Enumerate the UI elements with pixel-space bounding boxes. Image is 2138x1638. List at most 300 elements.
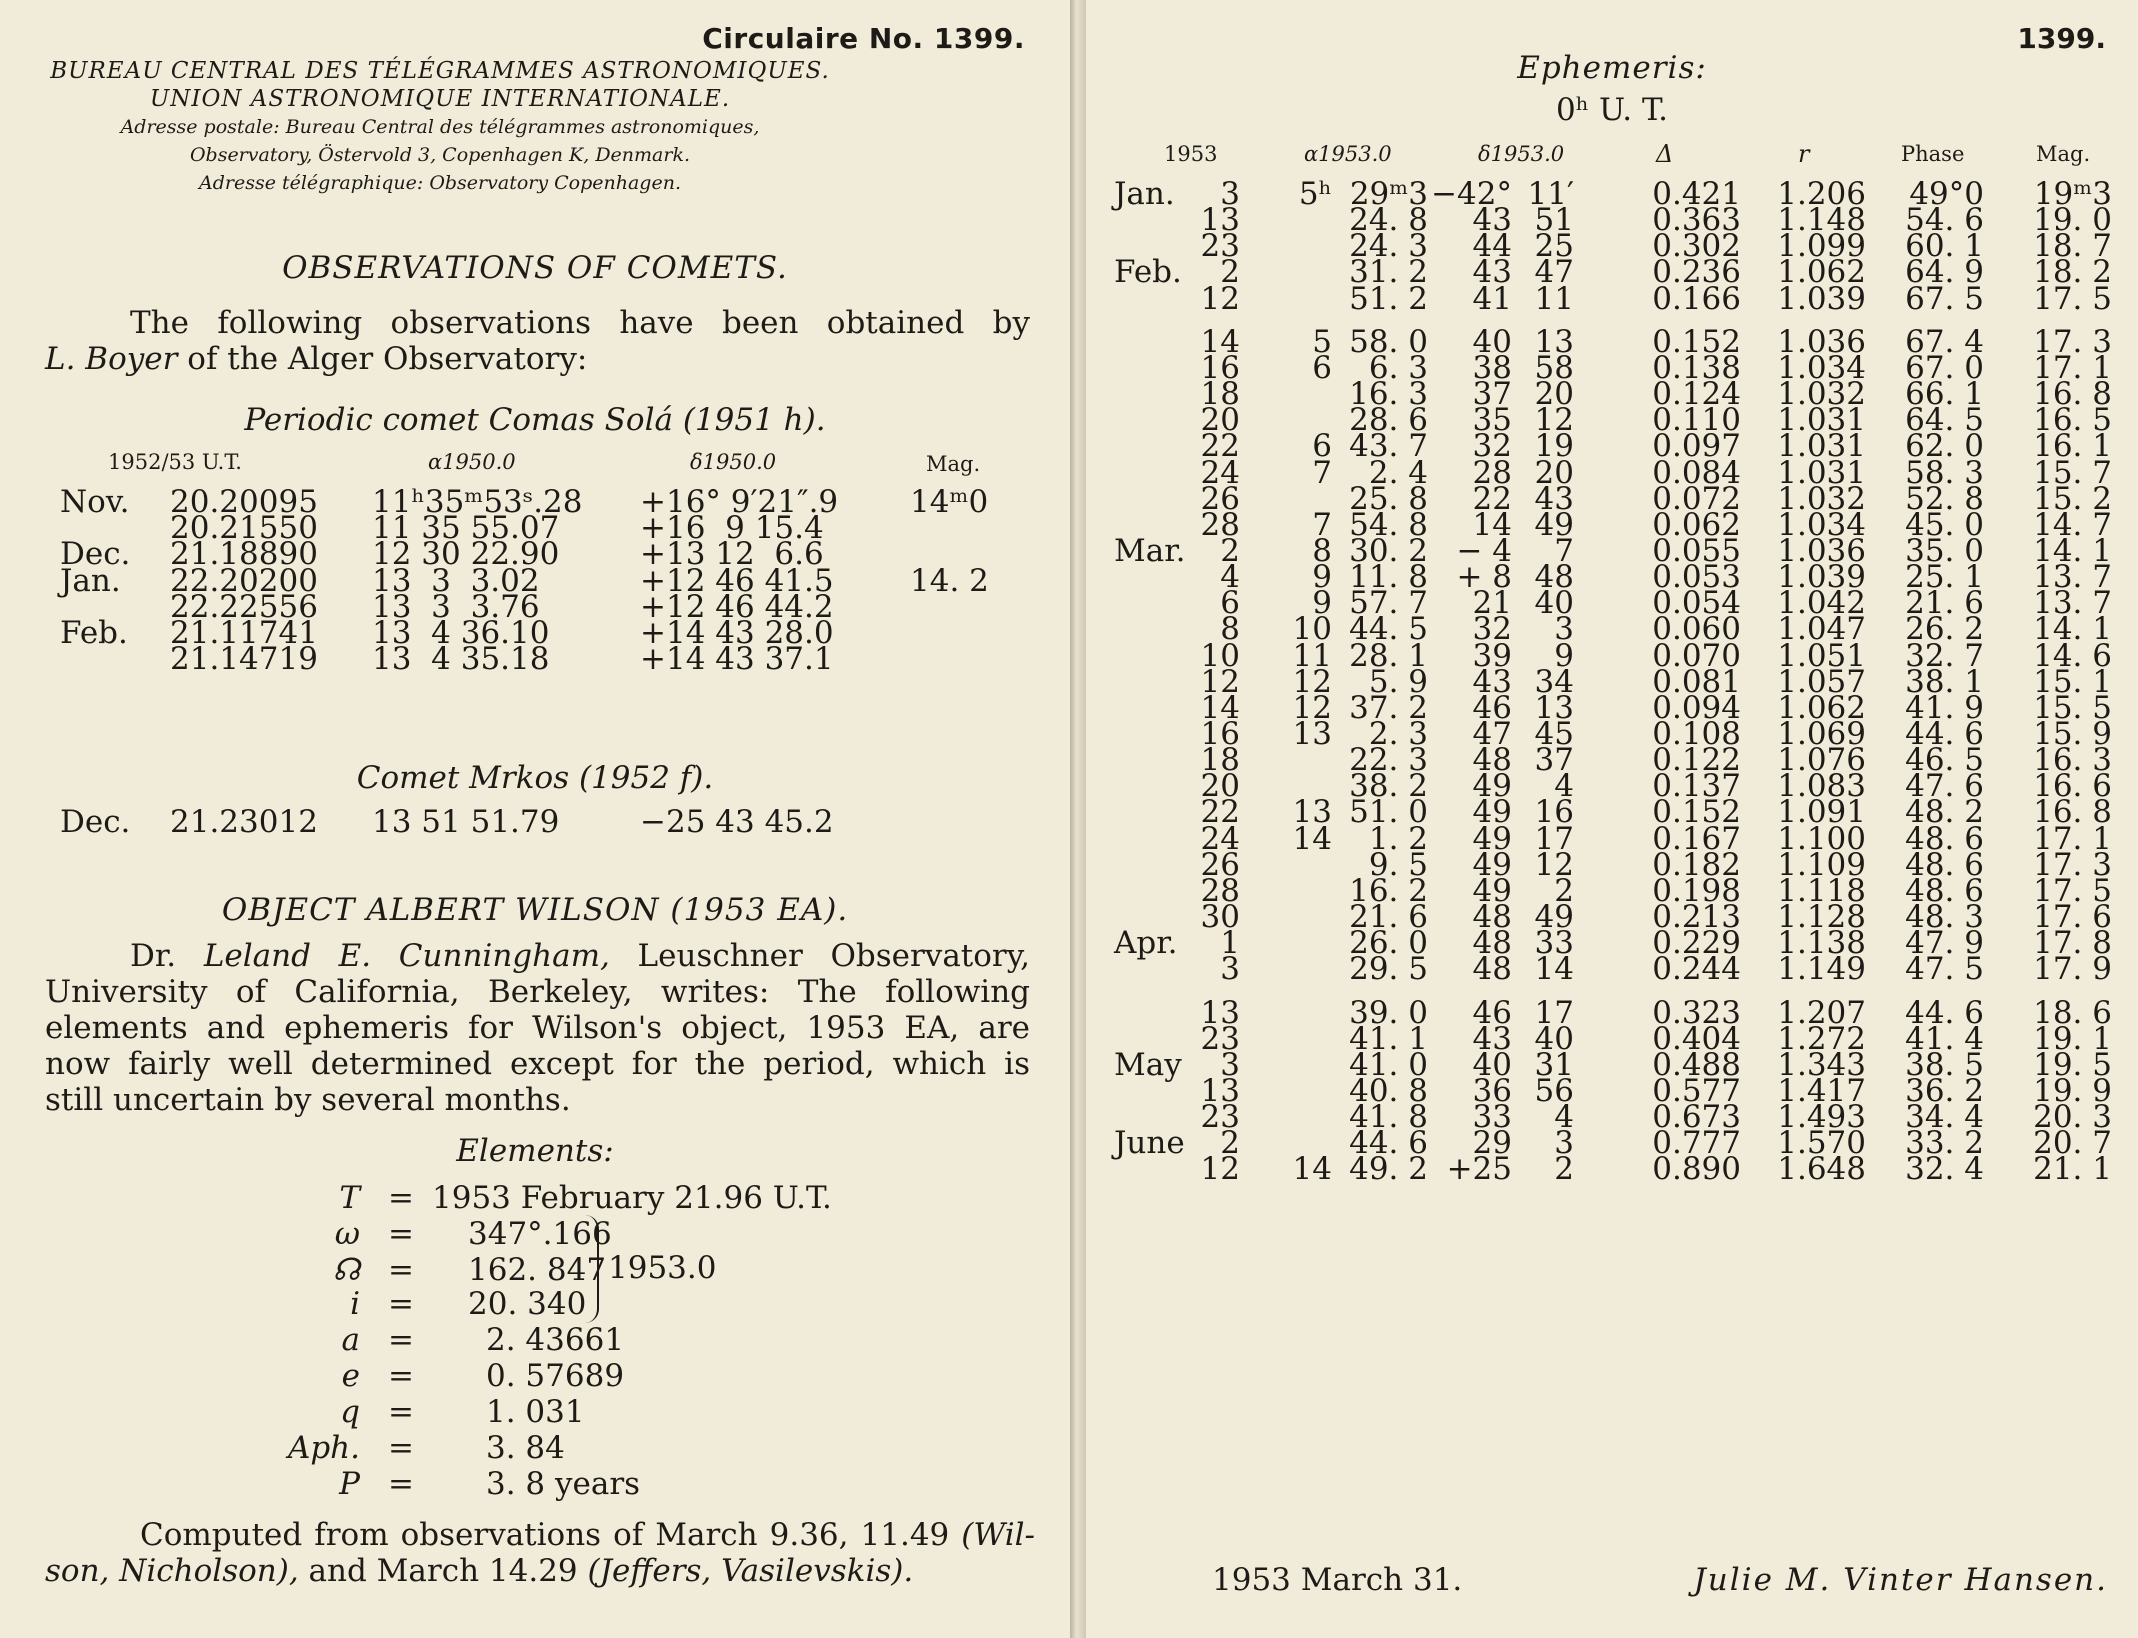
element-row <box>0 1322 1070 1358</box>
eph-day: 16 <box>1200 349 1240 386</box>
eph-day: 3 <box>1220 176 1240 212</box>
eph-phase: 66. 1 <box>1905 376 1984 413</box>
eph-phase: 44. 6 <box>1905 716 1984 752</box>
eph-phase: 48. 6 <box>1905 872 1984 909</box>
eph-dec-minutes: 7 <box>1554 532 1574 569</box>
address-line-1: Adresse postale: Bureau Central des télégrammes astronomiques, <box>120 116 760 138</box>
obs-header-dec: δ1950.0 <box>690 450 777 474</box>
eph-dec-minutes: 17 <box>1534 994 1574 1031</box>
eph-phase: 60. 1 <box>1905 228 1984 265</box>
eph-day: 23 <box>1200 1020 1240 1057</box>
eph-dec-degrees: 43 <box>1472 663 1512 700</box>
obs-ra: 11 35 55.07 <box>372 510 560 547</box>
eph-dec-minutes: 17 <box>1534 820 1574 857</box>
eph-r: 1.343 <box>1777 1046 1866 1083</box>
obs-ra: 13 3 3.02 <box>372 562 540 599</box>
eph-dec-degrees: 44 <box>1472 228 1512 265</box>
obs-ra: 11ʰ35ᵐ53ˢ.28 <box>372 484 583 520</box>
obs-day: 22.22556 <box>170 588 318 625</box>
eph-mag: 18. 7 <box>2033 228 2112 265</box>
element-symbol: P <box>339 1466 360 1502</box>
page-number: 1399. <box>2017 22 2106 55</box>
eph-delta: 0.167 <box>1652 820 1741 857</box>
eph-dec-degrees: 49 <box>1472 768 1512 805</box>
eph-dec-degrees: 43 <box>1472 202 1512 239</box>
eph-dec-minutes: 20 <box>1534 454 1574 491</box>
eph-r: 1.031 <box>1777 428 1866 465</box>
eph-phase: 67. 0 <box>1905 349 1984 386</box>
eph-ra-minutes: 29. 5 <box>1349 951 1428 988</box>
eph-phase: 48. 6 <box>1905 820 1984 857</box>
eph-dec-degrees: 49 <box>1472 820 1512 857</box>
obs-month: Dec. <box>60 536 131 573</box>
bureau-line-1: BUREAU CENTRAL DES TÉLÉGRAMMES ASTRONOMIQUES. <box>50 58 830 84</box>
eph-delta: 0.138 <box>1652 349 1741 386</box>
eph-ra-hours: 6 <box>1312 428 1332 465</box>
eph-phase: 36. 2 <box>1905 1072 1984 1109</box>
eph-mag: 15. 7 <box>2033 454 2112 491</box>
obs-day: 20.21550 <box>170 510 318 547</box>
obs-month: Dec. <box>60 804 131 840</box>
obs-dec: +14 43 37.1 <box>640 641 834 678</box>
eph-ra-minutes: 37. 2 <box>1349 689 1428 726</box>
eph-dec-degrees: 46 <box>1472 689 1512 726</box>
elements-title: Elements: <box>456 1133 614 1169</box>
eph-dec-degrees: 49 <box>1472 846 1512 883</box>
footer-line-1: Computed from observations of March 9.36, 11.49 (Wil- <box>140 1517 1035 1553</box>
eph-r: 1.118 <box>1777 872 1866 909</box>
eph-ra-hours: 12 <box>1292 663 1332 700</box>
element-row <box>0 1394 1070 1430</box>
element-symbol: Aph. <box>287 1430 360 1466</box>
eph-mag: 14. 6 <box>2033 637 2112 674</box>
eph-delta: 0.890 <box>1652 1151 1741 1188</box>
eph-delta: 0.152 <box>1652 794 1741 831</box>
eph-delta: 0.213 <box>1652 899 1741 936</box>
eph-dec-minutes: 13 <box>1534 689 1574 726</box>
eph-dec-degrees: 40 <box>1472 1046 1512 1083</box>
eph-dec-degrees: 48 <box>1472 951 1512 988</box>
ephemeris-row <box>1086 1151 2138 1187</box>
eph-day: 3 <box>1220 1046 1240 1083</box>
eph-mag: 15. 2 <box>2033 480 2112 517</box>
element-value: 0. 57689 <box>486 1358 625 1394</box>
eph-ra-minutes: 9. 5 <box>1368 846 1428 883</box>
eph-ra-minutes: 21. 6 <box>1349 899 1428 936</box>
eph-r: 1.206 <box>1777 176 1866 212</box>
eph-month: Apr. <box>1114 925 1178 962</box>
eph-ra-minutes: 2. 3 <box>1368 716 1428 752</box>
eph-mag: 16. 8 <box>2033 794 2112 831</box>
eph-r: 1.148 <box>1777 202 1866 239</box>
eph-ra-hours: 13 <box>1292 794 1332 831</box>
eph-r: 1.062 <box>1777 254 1866 291</box>
eph-ra-minutes: 39. 0 <box>1349 994 1428 1031</box>
obs-day: 22.20200 <box>170 562 318 599</box>
obs-ra: 13 4 36.10 <box>372 615 550 651</box>
eph-day: 4 <box>1220 559 1240 596</box>
eph-dec-degrees: 37 <box>1472 376 1512 413</box>
eph-dec-minutes: 40 <box>1534 585 1574 622</box>
paragraph-line-5: still uncertain by several months. <box>45 1082 571 1118</box>
eph-mag: 17. 3 <box>2033 846 2112 883</box>
eph-dec-degrees: 43 <box>1472 1020 1512 1057</box>
eph-day: 30 <box>1200 899 1240 936</box>
eph-dec-minutes: 12 <box>1534 846 1574 883</box>
eph-r: 1.417 <box>1777 1072 1866 1109</box>
eph-phase: 44. 6 <box>1905 994 1984 1031</box>
circular-header: Circulaire No. 1399. <box>702 22 1025 55</box>
paragraph-line-1: Dr. Leland E. Cunningham, Leuschner Observatory, <box>130 938 1030 974</box>
eph-dec-degrees: 33 <box>1472 1099 1512 1136</box>
eph-phase: 64. 5 <box>1905 402 1984 439</box>
eph-day: 24 <box>1200 454 1240 491</box>
eph-mag: 16. 5 <box>2033 402 2112 439</box>
eph-month: Jan. <box>1114 176 1175 212</box>
eph-ra-hours: 5ʰ <box>1298 176 1332 212</box>
eph-delta: 0.060 <box>1652 611 1741 648</box>
comet2-title: Comet Mrkos (1952 f). <box>356 760 714 796</box>
eph-dec-minutes: 45 <box>1534 716 1574 752</box>
eph-ra-hours: 7 <box>1312 506 1332 543</box>
eph-ra-minutes: 1. 2 <box>1368 820 1428 857</box>
eph-header-r: r <box>1798 140 1810 168</box>
eph-dec-degrees: 41 <box>1472 280 1512 317</box>
eph-phase: 49°0 <box>1909 176 1984 212</box>
eph-day: 28 <box>1200 506 1240 543</box>
eph-r: 1.083 <box>1777 768 1866 805</box>
eph-phase: 25. 1 <box>1905 559 1984 596</box>
element-value: 1. 031 <box>486 1394 585 1430</box>
element-value: 3. 84 <box>486 1430 565 1466</box>
section-title-observations: OBSERVATIONS OF COMETS. <box>282 250 788 286</box>
eph-dec-minutes: 3 <box>1554 1125 1574 1162</box>
eph-day: 10 <box>1200 637 1240 674</box>
eph-mag: 16. 6 <box>2033 768 2112 805</box>
ephemeris-subtitle: 0ʰ U. T. <box>1556 92 1668 128</box>
obs-month: Jan. <box>60 562 121 599</box>
eph-phase: 38. 5 <box>1905 1046 1984 1083</box>
eph-day: 26 <box>1200 480 1240 517</box>
eph-delta: 0.166 <box>1652 280 1741 317</box>
eph-delta: 0.577 <box>1652 1072 1741 1109</box>
eph-mag: 19ᵐ3 <box>2033 176 2112 212</box>
eph-dec-minutes: 20 <box>1534 376 1574 413</box>
eph-r: 1.031 <box>1777 454 1866 491</box>
eph-r: 1.570 <box>1777 1125 1866 1162</box>
eph-phase: 67. 5 <box>1905 280 1984 317</box>
eph-dec-minutes: 48 <box>1534 559 1574 596</box>
eph-dec-minutes: 4 <box>1554 1099 1574 1136</box>
eph-r: 1.057 <box>1777 663 1866 700</box>
eph-day: 22 <box>1200 428 1240 465</box>
element-symbol: a <box>341 1322 360 1358</box>
element-value: 3. 8 years <box>486 1466 641 1502</box>
eph-r: 1.032 <box>1777 480 1866 517</box>
eph-delta: 0.072 <box>1652 480 1741 517</box>
eph-header-delta: Δ <box>1656 140 1674 168</box>
eph-delta: 0.094 <box>1652 689 1741 726</box>
eph-day: 18 <box>1200 376 1240 413</box>
eph-ra-hours: 8 <box>1312 532 1332 569</box>
eph-ra-minutes: 38. 2 <box>1349 768 1428 805</box>
element-row <box>0 1216 1070 1252</box>
element-symbol: ω <box>334 1216 360 1252</box>
eph-r: 1.036 <box>1777 532 1866 569</box>
eph-dec-minutes: 11′ <box>1527 176 1574 212</box>
eph-delta: 0.673 <box>1652 1099 1741 1136</box>
eph-day: 22 <box>1200 794 1240 831</box>
eph-dec-minutes: 2 <box>1554 1151 1574 1188</box>
eph-dec-minutes: 49 <box>1534 899 1574 936</box>
eph-mag: 19. 1 <box>2033 1020 2112 1057</box>
equinox-brace <box>583 1215 599 1323</box>
eph-r: 1.034 <box>1777 349 1866 386</box>
eph-ra-minutes: 24. 8 <box>1349 202 1428 239</box>
eph-ra-minutes: 41. 8 <box>1349 1099 1428 1136</box>
eph-mag: 17. 3 <box>2033 323 2112 360</box>
obs-header-date: 1952/53 U.T. <box>108 450 242 474</box>
eph-ra-hours: 14 <box>1292 1151 1332 1188</box>
element-value: 2. 43661 <box>486 1322 625 1358</box>
eph-ra-hours: 10 <box>1292 611 1332 648</box>
eph-dec-degrees: 28 <box>1472 454 1512 491</box>
eph-r: 1.099 <box>1777 228 1866 265</box>
eph-r: 1.047 <box>1777 611 1866 648</box>
element-symbol: i <box>350 1286 360 1322</box>
eph-ra-hours: 14 <box>1292 820 1332 857</box>
eph-day: 3 <box>1220 951 1240 988</box>
eph-r: 1.039 <box>1777 559 1866 596</box>
eph-mag: 17. 1 <box>2033 820 2112 857</box>
eph-dec-minutes: 51 <box>1534 202 1574 239</box>
eph-dec-degrees: 39 <box>1472 637 1512 674</box>
observation-row <box>0 804 1070 840</box>
eph-dec-minutes: 31 <box>1534 1046 1574 1083</box>
eph-r: 1.042 <box>1777 585 1866 622</box>
eph-day: 13 <box>1200 994 1240 1031</box>
eph-delta: 0.302 <box>1652 228 1741 265</box>
eph-ra-minutes: 41. 0 <box>1349 1046 1428 1083</box>
obs-ra: 13 4 35.18 <box>372 641 550 678</box>
eph-dec-degrees: 29 <box>1472 1125 1512 1162</box>
obs-ra: 13 3 3.76 <box>372 588 540 625</box>
eph-dec-degrees: +25 <box>1446 1151 1512 1188</box>
eph-day: 12 <box>1200 280 1240 317</box>
eph-day: 12 <box>1200 663 1240 700</box>
eph-mag: 16. 1 <box>2033 428 2112 465</box>
eph-day: 20 <box>1200 768 1240 805</box>
obs-dec: +12 46 44.2 <box>640 588 834 625</box>
eph-phase: 54. 6 <box>1905 202 1984 239</box>
eph-day: 14 <box>1200 323 1240 360</box>
eph-day: 16 <box>1200 716 1240 752</box>
eph-ra-hours: 9 <box>1312 585 1332 622</box>
eph-dec-degrees: 49 <box>1472 794 1512 831</box>
eph-phase: 48. 2 <box>1905 794 1984 831</box>
eph-ra-minutes: 29ᵐ3 <box>1349 176 1428 212</box>
eph-phase: 45. 0 <box>1905 506 1984 543</box>
obs-day: 21.11741 <box>170 615 318 651</box>
obs-month: Nov. <box>60 484 130 520</box>
eph-header-dec: δ1953.0 <box>1478 142 1565 166</box>
eph-delta: 0.363 <box>1652 202 1741 239</box>
obs-ra: 12 30 22.90 <box>372 536 560 573</box>
eph-phase: 62. 0 <box>1905 428 1984 465</box>
eph-delta: 0.124 <box>1652 376 1741 413</box>
eph-delta: 0.081 <box>1652 663 1741 700</box>
eph-dec-degrees: 47 <box>1472 716 1512 752</box>
eph-ra-hours: 9 <box>1312 559 1332 596</box>
eph-dec-minutes: 34 <box>1534 663 1574 700</box>
element-row <box>0 1430 1070 1466</box>
paragraph-line-3: elements and ephemeris for Wilson's object, 1953 EA, are <box>45 1010 1030 1046</box>
obs-dec: +16 9 15.4 <box>640 510 824 547</box>
eph-delta: 0.229 <box>1652 925 1741 962</box>
eph-dec-degrees: 32 <box>1472 428 1512 465</box>
eph-r: 1.031 <box>1777 402 1866 439</box>
eph-ra-minutes: 58. 0 <box>1349 323 1428 360</box>
eph-delta: 0.084 <box>1652 454 1741 491</box>
eph-phase: 38. 1 <box>1905 663 1984 700</box>
eph-dec-degrees: 14 <box>1472 506 1512 543</box>
eph-phase: 46. 5 <box>1905 742 1984 779</box>
eph-dec-degrees: 35 <box>1472 402 1512 439</box>
element-equals: = <box>388 1286 414 1322</box>
eph-month: Mar. <box>1114 532 1186 569</box>
eph-dec-degrees: 38 <box>1472 349 1512 386</box>
eph-delta: 0.323 <box>1652 994 1741 1031</box>
eph-ra-minutes: 16. 2 <box>1349 872 1428 909</box>
obs-day: 21.18890 <box>170 536 318 573</box>
eph-r: 1.272 <box>1777 1020 1866 1057</box>
eph-ra-minutes: 43. 7 <box>1349 428 1428 465</box>
address-line-2: Observatory, Östervold 3, Copenhagen K, Denmark. <box>189 144 691 166</box>
eph-dec-degrees: 46 <box>1472 994 1512 1031</box>
eph-r: 1.062 <box>1777 689 1866 726</box>
eph-day: 2 <box>1220 1125 1240 1162</box>
ephemeris-row <box>1086 951 2138 987</box>
eph-ra-minutes: 6. 3 <box>1368 349 1428 386</box>
paragraph-line-4: now fairly well determined except for the period, which is <box>45 1046 1030 1082</box>
element-equals: = <box>388 1430 414 1466</box>
eph-day: 23 <box>1200 228 1240 265</box>
element-symbol: e <box>341 1358 360 1394</box>
obs-dec: +14 43 28.0 <box>640 615 834 651</box>
eph-mag: 16. 3 <box>2033 742 2112 779</box>
element-equals: = <box>388 1394 414 1430</box>
eph-mag: 17. 6 <box>2033 899 2112 936</box>
obs-mag: 14ᵐ0 <box>910 484 989 520</box>
eph-day: 13 <box>1200 202 1240 239</box>
eph-dec-degrees: 43 <box>1472 254 1512 291</box>
obs-day: 21.23012 <box>170 804 318 840</box>
eph-mag: 13. 7 <box>2033 585 2112 622</box>
eph-header-year: 1953 <box>1164 142 1218 166</box>
eph-delta: 0.421 <box>1652 176 1741 212</box>
eph-day: 2 <box>1220 532 1240 569</box>
eph-dec-minutes: 47 <box>1534 254 1574 291</box>
eph-dec-minutes: 11 <box>1534 280 1574 317</box>
eph-delta: 0.055 <box>1652 532 1741 569</box>
eph-dec-minutes: 3 <box>1554 611 1574 648</box>
eph-header-phase: Phase <box>1901 142 1965 166</box>
eph-mag: 19. 9 <box>2033 1072 2112 1109</box>
eph-delta: 0.182 <box>1652 846 1741 883</box>
element-equals: = <box>388 1466 414 1502</box>
eph-delta: 0.198 <box>1652 872 1741 909</box>
eph-month: June <box>1114 1125 1185 1162</box>
eph-dec-minutes: 16 <box>1534 794 1574 831</box>
eph-ra-minutes: 49. 2 <box>1349 1151 1428 1188</box>
right-page <box>1086 0 2138 1638</box>
eph-day: 24 <box>1200 820 1240 857</box>
footer-signature: Julie M. Vinter Hansen. <box>1693 1562 2108 1598</box>
eph-ra-minutes: 31. 2 <box>1349 254 1428 291</box>
intro-line-1: The following observations have been obtained by <box>130 305 1030 341</box>
eph-phase: 41. 4 <box>1905 1020 1984 1057</box>
eph-ra-minutes: 25. 8 <box>1349 480 1428 517</box>
eph-r: 1.039 <box>1777 280 1866 317</box>
footer-date: 1953 March 31. <box>1212 1562 1463 1598</box>
eph-r: 1.138 <box>1777 925 1866 962</box>
eph-ra-hours: 5 <box>1312 323 1332 360</box>
eph-delta: 0.097 <box>1652 428 1741 465</box>
eph-mag: 21. 1 <box>2033 1151 2112 1188</box>
element-equals: = <box>388 1322 414 1358</box>
eph-dec-degrees: 22 <box>1472 480 1512 517</box>
eph-phase: 48. 3 <box>1905 899 1984 936</box>
eph-dec-minutes: 58 <box>1534 349 1574 386</box>
eph-phase: 48. 6 <box>1905 846 1984 883</box>
eph-delta: 0.152 <box>1652 323 1741 360</box>
element-value: 162. 847 <box>468 1252 607 1288</box>
obs-header-ra: α1950.0 <box>428 450 516 474</box>
eph-mag: 17. 5 <box>2033 872 2112 909</box>
eph-phase: 35. 0 <box>1905 532 1984 569</box>
eph-month: Feb. <box>1114 254 1182 291</box>
element-equals: = <box>388 1180 414 1216</box>
eph-dec-minutes: 40 <box>1534 1020 1574 1057</box>
section-title-wilson: OBJECT ALBERT WILSON (1953 EA). <box>221 892 849 928</box>
eph-delta: 0.108 <box>1652 716 1741 752</box>
eph-ra-hours: 11 <box>1292 637 1332 674</box>
eph-month: May <box>1114 1046 1182 1083</box>
eph-header-ra: α1953.0 <box>1304 142 1392 166</box>
eph-dec-minutes: 2 <box>1554 872 1574 909</box>
eph-r: 1.128 <box>1777 899 1866 936</box>
eph-mag: 15. 1 <box>2033 663 2112 700</box>
eph-phase: 52. 8 <box>1905 480 1984 517</box>
eph-day: 1 <box>1220 925 1240 962</box>
eph-mag: 15. 5 <box>2033 689 2112 726</box>
eph-dec-degrees: 48 <box>1472 742 1512 779</box>
obs-dec: −25 43 45.2 <box>640 804 834 840</box>
eph-dec-degrees: 32 <box>1472 611 1512 648</box>
eph-phase: 41. 9 <box>1905 689 1984 726</box>
eph-phase: 21. 6 <box>1905 585 1984 622</box>
eph-r: 1.207 <box>1777 994 1866 1031</box>
eph-ra-hours: 12 <box>1292 689 1332 726</box>
eph-r: 1.149 <box>1777 951 1866 988</box>
eph-day: 12 <box>1200 1151 1240 1188</box>
eph-mag: 20. 7 <box>2033 1125 2112 1162</box>
element-row <box>0 1180 1070 1216</box>
eph-dec-minutes: 33 <box>1534 925 1574 962</box>
eph-mag: 18. 6 <box>2033 994 2112 1031</box>
eph-dec-minutes: 12 <box>1534 402 1574 439</box>
eph-ra-minutes: 54. 8 <box>1349 506 1428 543</box>
